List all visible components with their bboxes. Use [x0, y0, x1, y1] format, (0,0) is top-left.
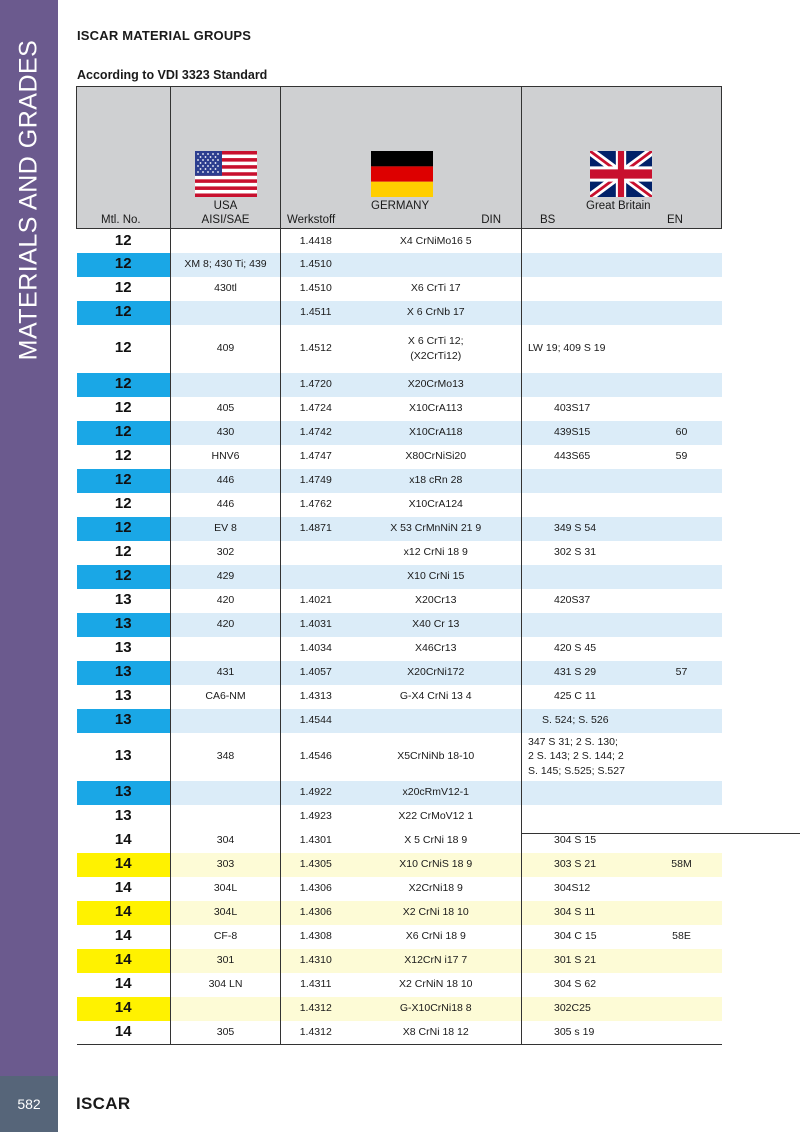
cell-en	[642, 373, 722, 397]
cell-bs: S. 524; S. 526	[522, 709, 642, 733]
cell-din: x12 CrNi 18 9	[351, 541, 522, 565]
table-row	[77, 253, 722, 277]
cell-bs	[522, 565, 642, 589]
cell-mtl-no: 12	[77, 565, 171, 589]
cell-bs-line: 2 S. 143; 2 S. 144; 2	[528, 750, 624, 763]
cell-mtl-no: 13	[77, 781, 171, 805]
cell-werkstoff: 1.4720	[281, 373, 351, 397]
cell-werkstoff: 1.4312	[281, 1021, 351, 1045]
cell-werkstoff: 1.4871	[281, 517, 351, 541]
cell-en	[642, 229, 722, 253]
cell-bs	[522, 805, 642, 829]
cell-aisi-sae: 429	[171, 565, 281, 589]
cell-werkstoff: 1.4021	[281, 589, 351, 613]
cell-aisi-sae	[171, 637, 281, 661]
cell-din: X 5 CrNi 18 9	[351, 829, 522, 853]
table-row	[77, 445, 722, 469]
cell-werkstoff: 1.4923	[281, 805, 351, 829]
cell-bs: 431 S 29	[522, 661, 642, 685]
cell-werkstoff: 1.4749	[281, 469, 351, 493]
cell-en	[642, 613, 722, 637]
cell-din-line: (X2CrTi12)	[410, 349, 462, 362]
cell-bs: 305 s 19	[522, 1021, 642, 1045]
cell-en: 58E	[642, 925, 722, 949]
cell-din: X6 CrTi 17	[351, 277, 522, 301]
cell-en	[642, 877, 722, 901]
table-row	[77, 661, 722, 685]
header-great-britain	[522, 87, 722, 229]
table-row	[77, 325, 722, 373]
usa-flag-icon	[195, 151, 257, 197]
cell-aisi-sae	[171, 229, 281, 253]
cell-aisi-sae	[171, 781, 281, 805]
table-row	[77, 1021, 722, 1045]
cell-aisi-sae: 304L	[171, 877, 281, 901]
table-row	[77, 493, 722, 517]
cell-din: x18 cRn 28	[351, 469, 522, 493]
cell-din: X22 CrMoV12 1	[351, 805, 522, 829]
cell-bs	[522, 613, 642, 637]
section-title: MATERIALS AND GRADES	[14, 39, 43, 361]
cell-din: X46Cr13	[351, 637, 522, 661]
header-bs-label: BS	[540, 214, 556, 226]
cell-din: X20Cr13	[351, 589, 522, 613]
cell-din: X80CrNiSi20	[351, 445, 522, 469]
cell-din: X5CrNiNb 18-10	[351, 733, 522, 781]
table-row	[77, 925, 722, 949]
cell-mtl-no: 14	[77, 1021, 171, 1045]
cell-mtl-no: 13	[77, 589, 171, 613]
cell-aisi-sae: 348	[171, 733, 281, 781]
cell-din: X8 CrNi 18 12	[351, 1021, 522, 1045]
table-row	[77, 373, 722, 397]
cell-aisi-sae: 304	[171, 829, 281, 853]
cell-bs: 304 S 11	[522, 901, 642, 925]
cell-werkstoff: 1.4510	[281, 277, 351, 301]
cell-en	[642, 637, 722, 661]
cell-en	[642, 517, 722, 541]
cell-aisi-sae: CA6-NM	[171, 685, 281, 709]
cell-din: X10CrA118	[351, 421, 522, 445]
cell-en	[642, 805, 722, 829]
cell-mtl-no: 14	[77, 829, 171, 853]
table-caption: According to VDI 3323 Standard	[77, 68, 268, 82]
cell-werkstoff	[281, 541, 351, 565]
cell-mtl-no: 13	[77, 805, 171, 829]
cell-bs: 304 S 15	[522, 829, 642, 853]
cell-mtl-no: 12	[77, 445, 171, 469]
cell-din: X10CrA124	[351, 493, 522, 517]
cell-en	[642, 685, 722, 709]
cell-mtl-no: 12	[77, 325, 171, 373]
cell-aisi-sae: 446	[171, 493, 281, 517]
cell-en	[642, 493, 722, 517]
table-row	[77, 901, 722, 925]
table-row	[77, 517, 722, 541]
cell-aisi-sae: 409	[171, 325, 281, 373]
page-number: 582	[0, 1076, 58, 1132]
table-row	[77, 853, 722, 877]
cell-aisi-sae: 304L	[171, 901, 281, 925]
cell-werkstoff: 1.4031	[281, 613, 351, 637]
table-row	[77, 589, 722, 613]
cell-en	[642, 541, 722, 565]
table-row	[77, 613, 722, 637]
cell-werkstoff: 1.4762	[281, 493, 351, 517]
great-britain-flag-icon	[590, 151, 652, 197]
cell-werkstoff: 1.4034	[281, 637, 351, 661]
table-row	[77, 469, 722, 493]
cell-werkstoff: 1.4305	[281, 853, 351, 877]
cell-werkstoff: 1.4306	[281, 877, 351, 901]
cell-bs-line: S. 145; S.525; S.527	[528, 764, 625, 777]
cell-din: X 53 CrMnNiN 21 9	[351, 517, 522, 541]
cell-werkstoff: 1.4922	[281, 781, 351, 805]
cell-bs: 443S65	[522, 445, 642, 469]
cell-werkstoff: 1.4418	[281, 229, 351, 253]
cell-bs: 439S15	[522, 421, 642, 445]
cell-mtl-no: 14	[77, 949, 171, 973]
table-row	[77, 733, 722, 781]
cell-din: X12CrN i17 7	[351, 949, 522, 973]
cell-bs-line: 347 S 31; 2 S. 130;	[528, 736, 618, 749]
table-row	[77, 781, 722, 805]
header-germany-label: GERMANY	[371, 200, 430, 212]
cell-aisi-sae: 430	[171, 421, 281, 445]
cell-bs: 304 S 62	[522, 973, 642, 997]
cell-din	[351, 709, 522, 733]
cell-werkstoff: 1.4546	[281, 733, 351, 781]
cell-bs: 349 S 54	[522, 517, 642, 541]
header-usa	[171, 87, 281, 229]
cell-mtl-no: 14	[77, 973, 171, 997]
header-din-label: DIN	[481, 214, 501, 226]
cell-aisi-sae	[171, 301, 281, 325]
cell-en	[642, 997, 722, 1021]
cell-werkstoff: 1.4510	[281, 253, 351, 277]
section-divider	[521, 833, 800, 834]
table-body	[77, 229, 722, 1045]
cell-werkstoff	[281, 565, 351, 589]
table-row	[77, 997, 722, 1021]
cell-werkstoff: 1.4742	[281, 421, 351, 445]
cell-bs: 301 S 21	[522, 949, 642, 973]
cell-din: G-X10CrNi18 8	[351, 997, 522, 1021]
cell-din: X4 CrNiMo16 5	[351, 229, 522, 253]
cell-en	[642, 973, 722, 997]
cell-en	[642, 733, 722, 781]
header-germany	[281, 87, 522, 229]
table-row	[77, 541, 722, 565]
table-header-row	[77, 87, 722, 229]
cell-en	[642, 253, 722, 277]
germany-flag-icon	[371, 151, 433, 197]
cell-aisi-sae	[171, 709, 281, 733]
cell-mtl-no: 14	[77, 853, 171, 877]
cell-aisi-sae: XM 8; 430 Ti; 439	[171, 253, 281, 277]
header-werkstoff-label: Werkstoff	[287, 214, 336, 226]
cell-din: X10 CrNi 15	[351, 565, 522, 589]
cell-werkstoff: 1.4544	[281, 709, 351, 733]
cell-mtl-no: 13	[77, 685, 171, 709]
cell-din	[351, 253, 522, 277]
cell-bs	[522, 733, 642, 781]
cell-din: X20CrMo13	[351, 373, 522, 397]
cell-mtl-no: 14	[77, 877, 171, 901]
table-row	[77, 277, 722, 301]
cell-mtl-no: 12	[77, 397, 171, 421]
cell-bs: 425 C 11	[522, 685, 642, 709]
cell-aisi-sae: EV 8	[171, 517, 281, 541]
cell-bs: 304 C 15	[522, 925, 642, 949]
cell-mtl-no: 12	[77, 373, 171, 397]
header-en-label: EN	[667, 214, 683, 226]
cell-din: X2 CrNiN 18 10	[351, 973, 522, 997]
cell-aisi-sae: 420	[171, 613, 281, 637]
cell-en: 60	[642, 421, 722, 445]
cell-bs: LW 19; 409 S 19	[522, 325, 642, 373]
cell-bs: 302 S 31	[522, 541, 642, 565]
cell-werkstoff: 1.4311	[281, 973, 351, 997]
material-groups-table	[76, 86, 722, 1045]
cell-mtl-no: 13	[77, 637, 171, 661]
cell-mtl-no: 12	[77, 421, 171, 445]
table-row	[77, 229, 722, 253]
cell-bs	[522, 781, 642, 805]
cell-werkstoff: 1.4747	[281, 445, 351, 469]
cell-bs: 303 S 21	[522, 853, 642, 877]
cell-aisi-sae: 301	[171, 949, 281, 973]
cell-mtl-no: 12	[77, 517, 171, 541]
cell-en	[642, 709, 722, 733]
cell-en	[642, 949, 722, 973]
sidebar	[0, 0, 58, 1132]
cell-bs	[522, 229, 642, 253]
cell-en	[642, 277, 722, 301]
cell-werkstoff: 1.4057	[281, 661, 351, 685]
table-row	[77, 685, 722, 709]
cell-aisi-sae: 304 LN	[171, 973, 281, 997]
cell-aisi-sae	[171, 805, 281, 829]
cell-aisi-sae: HNV6	[171, 445, 281, 469]
cell-aisi-sae: 303	[171, 853, 281, 877]
header-mtl-no	[77, 87, 171, 229]
cell-din	[351, 325, 522, 373]
cell-aisi-sae	[171, 997, 281, 1021]
cell-werkstoff: 1.4306	[281, 901, 351, 925]
cell-en	[642, 901, 722, 925]
cell-werkstoff: 1.4312	[281, 997, 351, 1021]
table-row	[77, 565, 722, 589]
cell-en	[642, 589, 722, 613]
cell-mtl-no: 13	[77, 709, 171, 733]
cell-werkstoff: 1.4308	[281, 925, 351, 949]
table-row	[77, 877, 722, 901]
cell-aisi-sae: 446	[171, 469, 281, 493]
brand-logo: ISCAR	[76, 1094, 131, 1113]
header-great-britain-label: Great Britain	[586, 200, 651, 212]
cell-bs: 304S12	[522, 877, 642, 901]
cell-din: X40 Cr 13	[351, 613, 522, 637]
cell-din: X6 CrNi 18 9	[351, 925, 522, 949]
cell-en	[642, 1021, 722, 1045]
cell-mtl-no: 12	[77, 493, 171, 517]
cell-bs: 420S37	[522, 589, 642, 613]
cell-mtl-no: 12	[77, 253, 171, 277]
cell-werkstoff: 1.4310	[281, 949, 351, 973]
cell-mtl-no: 12	[77, 229, 171, 253]
cell-mtl-no: 12	[77, 301, 171, 325]
header-aisi-sae-label: AISI/SAE	[201, 214, 250, 226]
cell-en	[642, 301, 722, 325]
cell-din: X20CrNi172	[351, 661, 522, 685]
cell-aisi-sae: CF-8	[171, 925, 281, 949]
table-row	[77, 397, 722, 421]
cell-en: 58M	[642, 853, 722, 877]
cell-bs	[522, 253, 642, 277]
material-table-wrapper	[76, 86, 721, 1045]
cell-mtl-no: 12	[77, 277, 171, 301]
cell-en	[642, 781, 722, 805]
table-row	[77, 805, 722, 829]
cell-din: X10 CrNiS 18 9	[351, 853, 522, 877]
cell-bs	[522, 301, 642, 325]
cell-din: X2CrNi18 9	[351, 877, 522, 901]
cell-en: 59	[642, 445, 722, 469]
table-row	[77, 973, 722, 997]
cell-din-line: X 6 CrTi 12;	[407, 335, 464, 348]
cell-aisi-sae: 430tl	[171, 277, 281, 301]
header-mtl-no-label: Mtl. No.	[101, 214, 141, 226]
cell-mtl-no: 13	[77, 733, 171, 781]
cell-en	[642, 325, 722, 373]
header-usa-label: USA	[213, 200, 238, 212]
cell-din: X10CrA113	[351, 397, 522, 421]
cell-aisi-sae: 302	[171, 541, 281, 565]
cell-bs: 302C25	[522, 997, 642, 1021]
cell-en	[642, 397, 722, 421]
cell-din: X 6 CrNb 17	[351, 301, 522, 325]
cell-aisi-sae: 405	[171, 397, 281, 421]
cell-mtl-no: 14	[77, 997, 171, 1021]
table-row	[77, 637, 722, 661]
cell-en	[642, 469, 722, 493]
cell-aisi-sae: 420	[171, 589, 281, 613]
cell-din: x20cRmV12-1	[351, 781, 522, 805]
cell-bs	[522, 373, 642, 397]
table-row	[77, 301, 722, 325]
cell-mtl-no: 13	[77, 661, 171, 685]
cell-aisi-sae: 431	[171, 661, 281, 685]
cell-en: 57	[642, 661, 722, 685]
cell-aisi-sae	[171, 373, 281, 397]
cell-aisi-sae: 305	[171, 1021, 281, 1045]
cell-mtl-no: 12	[77, 541, 171, 565]
cell-mtl-no: 13	[77, 613, 171, 637]
table-row	[77, 949, 722, 973]
cell-werkstoff: 1.4724	[281, 397, 351, 421]
cell-werkstoff: 1.4313	[281, 685, 351, 709]
cell-werkstoff: 1.4301	[281, 829, 351, 853]
cell-werkstoff: 1.4511	[281, 301, 351, 325]
cell-en	[642, 565, 722, 589]
cell-mtl-no: 14	[77, 901, 171, 925]
cell-din: X2 CrNi 18 10	[351, 901, 522, 925]
cell-mtl-no: 14	[77, 925, 171, 949]
cell-bs: 403S17	[522, 397, 642, 421]
table-row	[77, 421, 722, 445]
cell-mtl-no: 12	[77, 469, 171, 493]
cell-bs	[522, 493, 642, 517]
cell-bs	[522, 469, 642, 493]
cell-bs: 420 S 45	[522, 637, 642, 661]
cell-din: G-X4 CrNi 13 4	[351, 685, 522, 709]
cell-werkstoff: 1.4512	[281, 325, 351, 373]
cell-bs	[522, 277, 642, 301]
table-row	[77, 709, 722, 733]
page-title: ISCAR MATERIAL GROUPS	[77, 28, 252, 43]
